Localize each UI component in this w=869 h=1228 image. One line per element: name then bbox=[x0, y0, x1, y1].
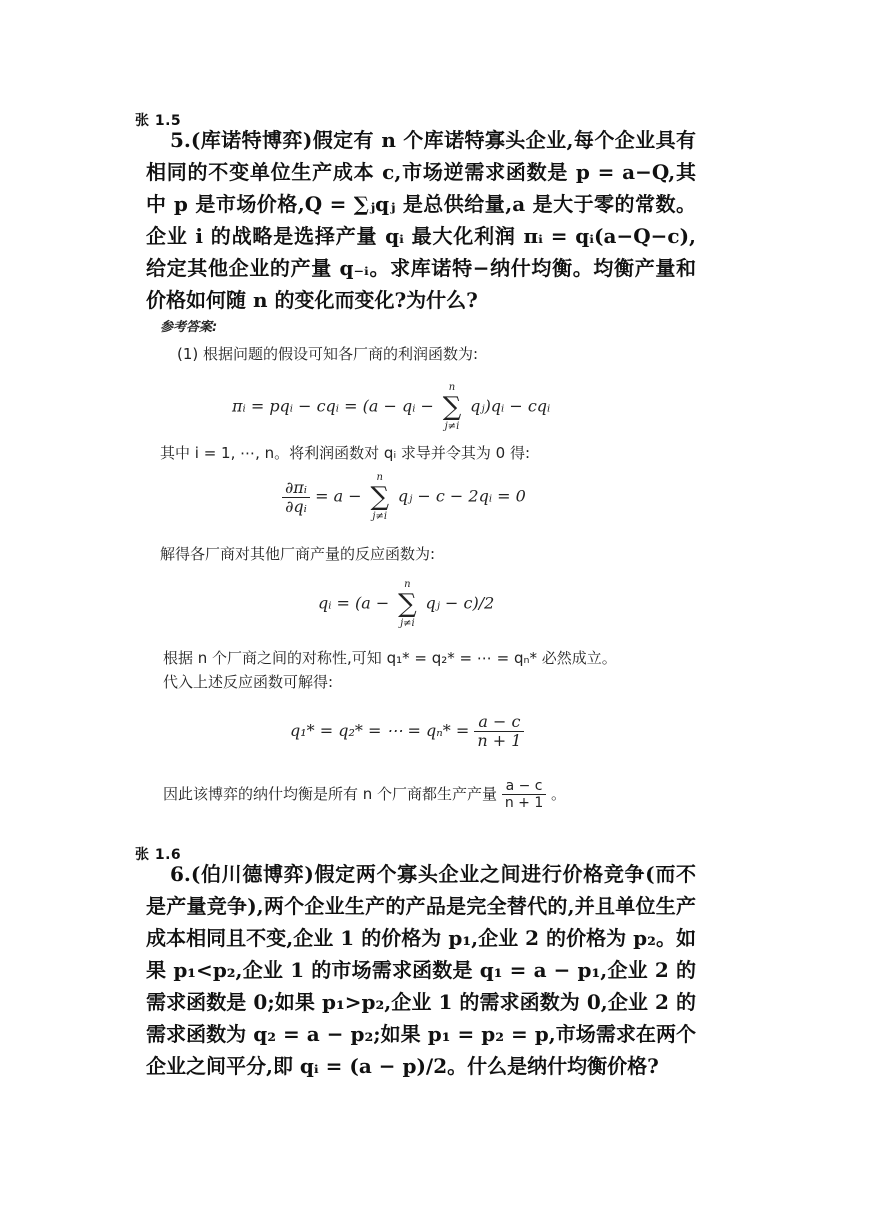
problem-5-text: 5.(库诺特博弈)假定有 n 个库诺特寡头企业,每个企业具有相同的不变单位生产成本 c,市场逆需求函数是 p = a−Q,其中 p 是市场价格,Q = ∑ⱼqⱼ 是总供给量,a 是大于零的常数。企业 i 的战略是选择产量 qᵢ 最大化利润 πᵢ = qᵢ(a−Q−c),给定其他企业的产量 q₋ᵢ。求库诺特−纳什均衡。均衡产量和价格如何随 n 的变化而变化?为什么? bbox=[146, 128, 696, 312]
equilibrium-fraction bbox=[474, 713, 524, 750]
eq4-left: q₁* = q₂* = ⋯ = qₙ* = bbox=[290, 721, 470, 740]
frac-numerator: ∂πᵢ bbox=[282, 479, 310, 498]
eq3-left: qᵢ = (a − bbox=[318, 593, 390, 613]
frac-numerator: a − c bbox=[502, 778, 546, 795]
eq2-right: qⱼ − c − 2qᵢ = 0 bbox=[397, 486, 526, 506]
equilibrium-quantity-equation bbox=[290, 713, 524, 750]
reference-answer-label: 参考答案: bbox=[160, 320, 218, 335]
section-label: 张 1.5 bbox=[135, 113, 182, 129]
sum-lower-limit: j≠i bbox=[372, 511, 388, 522]
solution-step-2: 其中 i = 1, ⋯, n。将利润函数对 qᵢ 求导并令其为 0 得: bbox=[160, 444, 531, 462]
solution-step-1: (1) 根据问题的假设可知各厂商的利润函数为: bbox=[177, 345, 479, 363]
sum-lower-limit: j≠i bbox=[444, 421, 460, 432]
profit-equation bbox=[232, 382, 551, 432]
solution-step-5: 代入上述反应函数可解得: bbox=[163, 673, 334, 691]
eq1-right: qⱼ)qᵢ − cqᵢ bbox=[470, 396, 551, 416]
sum-upper-limit: n bbox=[448, 382, 456, 393]
solution-step-3: 解得各厂商对其他厂商产量的反应函数为: bbox=[160, 545, 436, 563]
frac-denominator: n + 1 bbox=[504, 795, 544, 811]
sum-upper-limit: n bbox=[404, 579, 411, 590]
frac-denominator: n + 1 bbox=[477, 731, 522, 750]
eq3-right: qⱼ − c)/2 bbox=[425, 593, 495, 613]
summation-symbol: n ∑ j≠i bbox=[394, 584, 420, 624]
sum-upper-limit: n bbox=[376, 472, 383, 483]
sum-lower-limit: j≠i bbox=[400, 618, 415, 629]
first-order-condition bbox=[282, 472, 526, 522]
summation-symbol: n ∑ j≠i bbox=[367, 477, 393, 517]
problem-6-text: 6.(伯川德博弈)假定两个寡头企业之间进行价格竞争(而不是产量竞争),两个企业生产的产品是完全替代的,并且单位生产成本相同且不变,企业 1 的价格为 p₁,企业 2 的价格为 p₂。如果 p₁<p₂,企业 1 的市场需求函数是 q₁ = a − p₁,企业 2 的需求函数是 0;如果 p₁>p₂,企业 1 的需求函数为 0,企业 2 的需求函数为 q₂ = a − p₂;如果 p₁ = p₂ = p,市场需求在两个企业之间平分,即 qᵢ = (a − p)/2。什么是纳什均衡价格? bbox=[146, 862, 696, 1078]
conclusion-end: 。 bbox=[551, 785, 567, 803]
conclusion-text: 因此该博弈的纳什均衡是所有 n 个厂商都生产产量 bbox=[163, 785, 498, 803]
section-label: 张 1.6 bbox=[135, 847, 182, 863]
solution-step-4: 根据 n 个厂商之间的对称性,可知 q₁* = q₂* = ⋯ = qₙ* 必然成立。 bbox=[163, 649, 617, 667]
frac-denominator: ∂qᵢ bbox=[285, 496, 307, 516]
partial-derivative-fraction bbox=[282, 479, 310, 516]
frac-numerator: a − c bbox=[474, 713, 524, 732]
summation-symbol: n ∑ j≠i bbox=[439, 387, 465, 427]
conclusion-fraction bbox=[502, 778, 546, 811]
eq1-left: πᵢ = pqᵢ − cqᵢ = (a − qᵢ − bbox=[232, 396, 434, 416]
eq2-mid: = a − bbox=[315, 486, 362, 506]
reaction-function bbox=[318, 579, 495, 629]
conclusion bbox=[163, 778, 566, 811]
